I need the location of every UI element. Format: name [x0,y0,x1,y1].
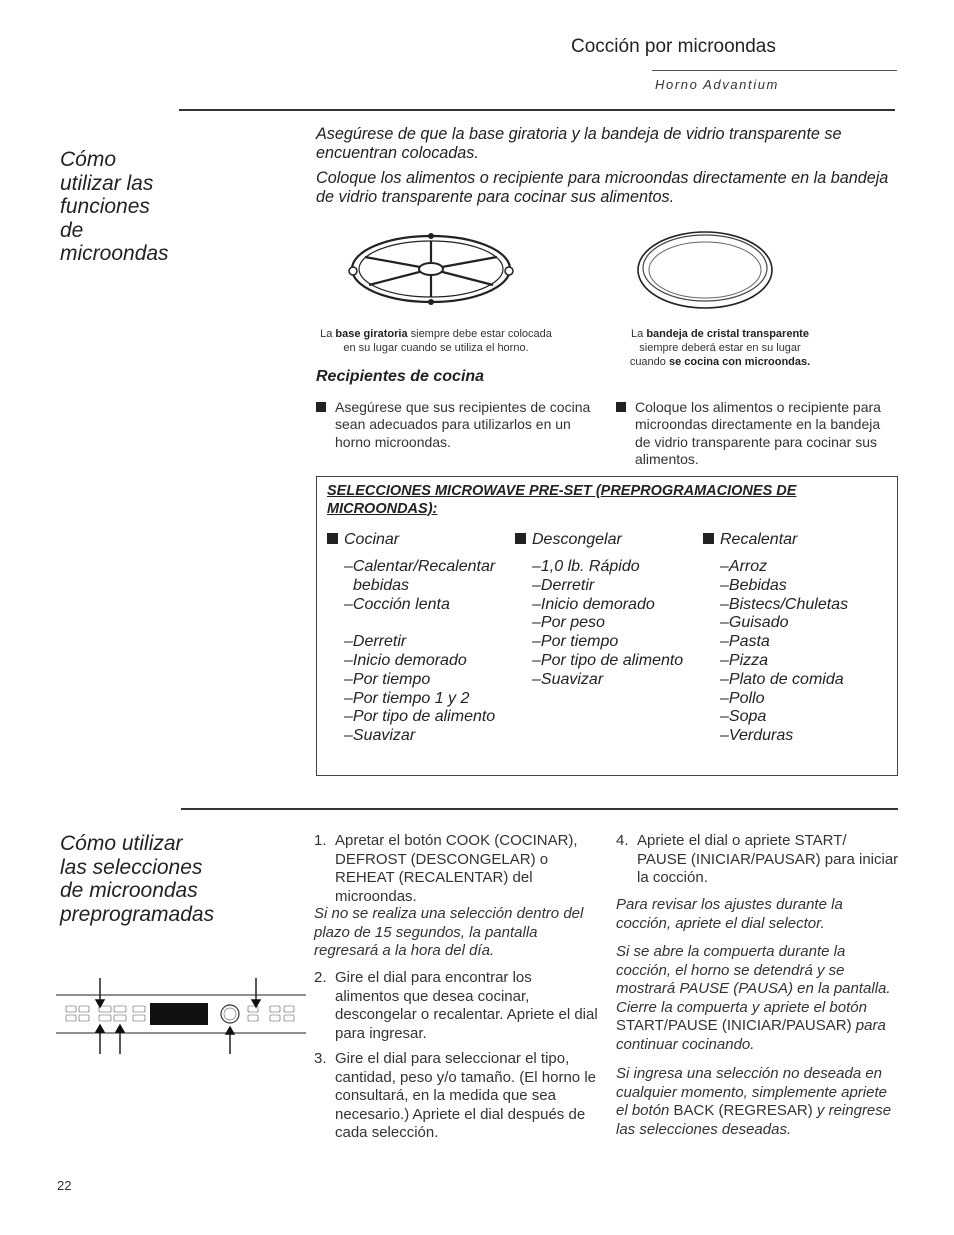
caption-text: siempre deberá estar en su lugar [639,342,801,354]
page-header-subtitle: Horno Advantium [655,77,779,92]
section1-title-line: Cómo [60,148,117,171]
preset-item: –Pollo [720,689,765,707]
note-text: Si se abre la compuerta durante la cocción, el horno se detendrá y se mostrará PAUSE (PAUSA) en la pantalla. Cierre la compuerta y apriete el botón [616,943,891,1016]
step-4 [616,832,900,888]
preset-item: –Bistecs/Chuletas [720,595,849,613]
preset-item: –Derretir [532,576,595,594]
preset-heading-text: Cocinar [344,531,400,548]
preset-column-heading [327,531,512,549]
preset-column-heading [515,531,700,549]
note-text: Si ingresa una selección no deseada en cualquier momento, simplemente apriete el botón [616,1065,887,1119]
glass-tray-illustration [636,226,774,316]
bullet-square-icon [616,402,626,412]
step-number: 1. [314,832,327,849]
section1-title-line: de [60,218,84,242]
preset-item: –Inicio demorado [344,651,467,669]
header-divider [652,70,897,71]
note-text-button: START/PAUSE (INICIAR/PAUSAR) [616,1017,852,1034]
preset-item: –Por tiempo [344,670,431,688]
note-text-button: BACK (REGRESAR) [673,1102,813,1119]
preset-item: –Suavizar [344,727,416,745]
preset-item: –Inicio demorado [532,595,655,613]
presets-box [316,476,898,776]
preset-item: –Pasta [720,633,770,651]
section1-title-line: funciones [60,195,150,218]
preset-column-heading [703,531,888,549]
note-door-open [616,943,902,1054]
control-panel-illustration [56,978,308,1054]
caption-text: cuando [629,356,669,368]
section-divider-top [179,109,895,111]
preset-heading-text: Descongelar [532,531,622,548]
bullet-square-icon [703,533,714,544]
step-text: Gire el dial para encontrar los alimentos que desea cocinar, descongelar o recalentar. Apriete el dial para ingresar. [335,969,598,1042]
preset-column-reheat [703,531,888,746]
preset-item: –Verduras [720,727,794,745]
note-review: Para revisar los ajustes durante la cocción, apriete el dial selector. [616,896,843,932]
turntable-illustration [345,225,517,315]
preset-item: –1,0 lb. Rápido [532,558,640,575]
step-text: Apriete el dial o apriete START/ PAUSE (INICIAR/PAUSAR) para iniciar la cocción. [637,832,899,886]
preset-item: –Suavizar [532,670,604,688]
preset-item: bebidas [353,576,410,594]
preset-item: –Cocción lenta [344,595,450,613]
step-number: 2. [314,969,327,986]
section1-title-line: utilizar las [60,171,154,195]
section1-title-line: microondas [60,242,169,265]
note-back [616,1065,900,1139]
step-text: Apretar el botón COOK (COCINAR), DEFROST (DESCONGELAR) o REHEAT (RECALENTAR) del microondas. [335,832,578,905]
section2-title [60,832,260,926]
note-timeout: Si no se realiza una selección dentro del plazo de 15 segundos, la pantalla regresará a la hora del día. [314,905,584,959]
preset-item: –Sopa [720,708,767,726]
page-header-title: Cocción por microondas [571,36,776,57]
note-text: y reingrese las selecciones deseadas. [616,1102,892,1138]
note-text: para continuar cocinando. [616,1017,886,1053]
bullet-text: Asegúrese que sus recipientes de cocina sean adecuados para utilizarlos en un horno microondas. [335,399,591,450]
caption-bold: bandeja de cristal transparente [646,328,809,340]
preset-item: –Derretir [344,633,407,651]
preset-item: –Calentar/Recalentar [344,558,496,575]
preset-item: –Plato de comida [720,670,844,688]
bullet-square-icon [316,402,326,412]
cookware-bullet-left [316,399,603,451]
section2-title-line: Cómo utilizar [60,832,183,855]
preset-item: –Por tipo de alimento [532,651,684,669]
glass-tray-caption [610,327,830,369]
caption-bold: se cocina con microondas. [668,356,811,368]
bullet-square-icon [515,533,526,544]
bullet-text: Coloque los alimentos o recipiente para microondas directamente en la bandeja de vidrio transparente para cocinar sus alimentos. [635,399,881,467]
caption-text: La [320,328,336,340]
step-1 [314,832,598,906]
preset-item: –Por tipo de alimento [344,708,496,726]
preset-column-defrost [515,531,700,690]
preset-item: –Por tiempo [532,633,619,651]
presets-title: SELECCIONES MICROWAVE PRE-SET (PREPROGRAMACIONES DE MICROONDAS): [327,483,797,517]
caption-bold: base giratoria [335,328,408,340]
preset-heading-text: Recalentar [720,531,798,548]
turntable-caption [300,327,572,355]
caption-text: La [631,328,647,340]
preset-list [327,558,512,746]
section2-title-line: de microondas [60,879,198,902]
caption-text: siempre debe estar colocada [407,328,552,340]
preset-item: –Guisado [720,614,789,632]
section2-title-line: las selecciones [60,855,203,879]
step-2 [314,969,598,1043]
preset-item: –Pizza [720,651,769,669]
step-number: 3. [314,1050,327,1067]
caption-text: en su lugar cuando se utiliza el horno. [343,342,529,354]
bullet-square-icon [327,533,338,544]
preset-list [703,558,888,746]
section1-title [60,148,200,266]
intro-paragraph: Asegúrese de que la base giratoria y la bandeja de vidrio transparente se encuentran colocadas. [316,125,842,162]
step-number: 4. [616,832,629,849]
cookware-heading: Recipientes de cocina [316,368,485,385]
preset-item: –Por peso [532,614,605,632]
preset-list [515,558,700,690]
preset-column-cook [327,531,512,746]
section-divider-middle [181,808,898,810]
cookware-bullet-right [616,399,896,468]
preset-item: –Bebidas [720,576,787,594]
intro-paragraph: Coloque los alimentos o recipiente para microondas directamente en la bandeja de vidrio transparente para cocinar sus alimentos. [316,169,889,206]
preset-item [344,614,512,633]
step-text: Gire el dial para seleccionar el tipo, cantidad, peso y/o tamaño. (El horno le consultará, en la medida que sea necesario.) Apriete el dial después de cada selección. [335,1050,596,1141]
step-3 [314,1050,598,1143]
section1-intro [316,125,896,213]
preset-item: –Por tiempo 1 y 2 [344,689,470,707]
page-number: 22 [57,1178,72,1193]
preset-item: –Arroz [720,558,768,575]
section2-title-line: preprogramadas [60,902,215,926]
